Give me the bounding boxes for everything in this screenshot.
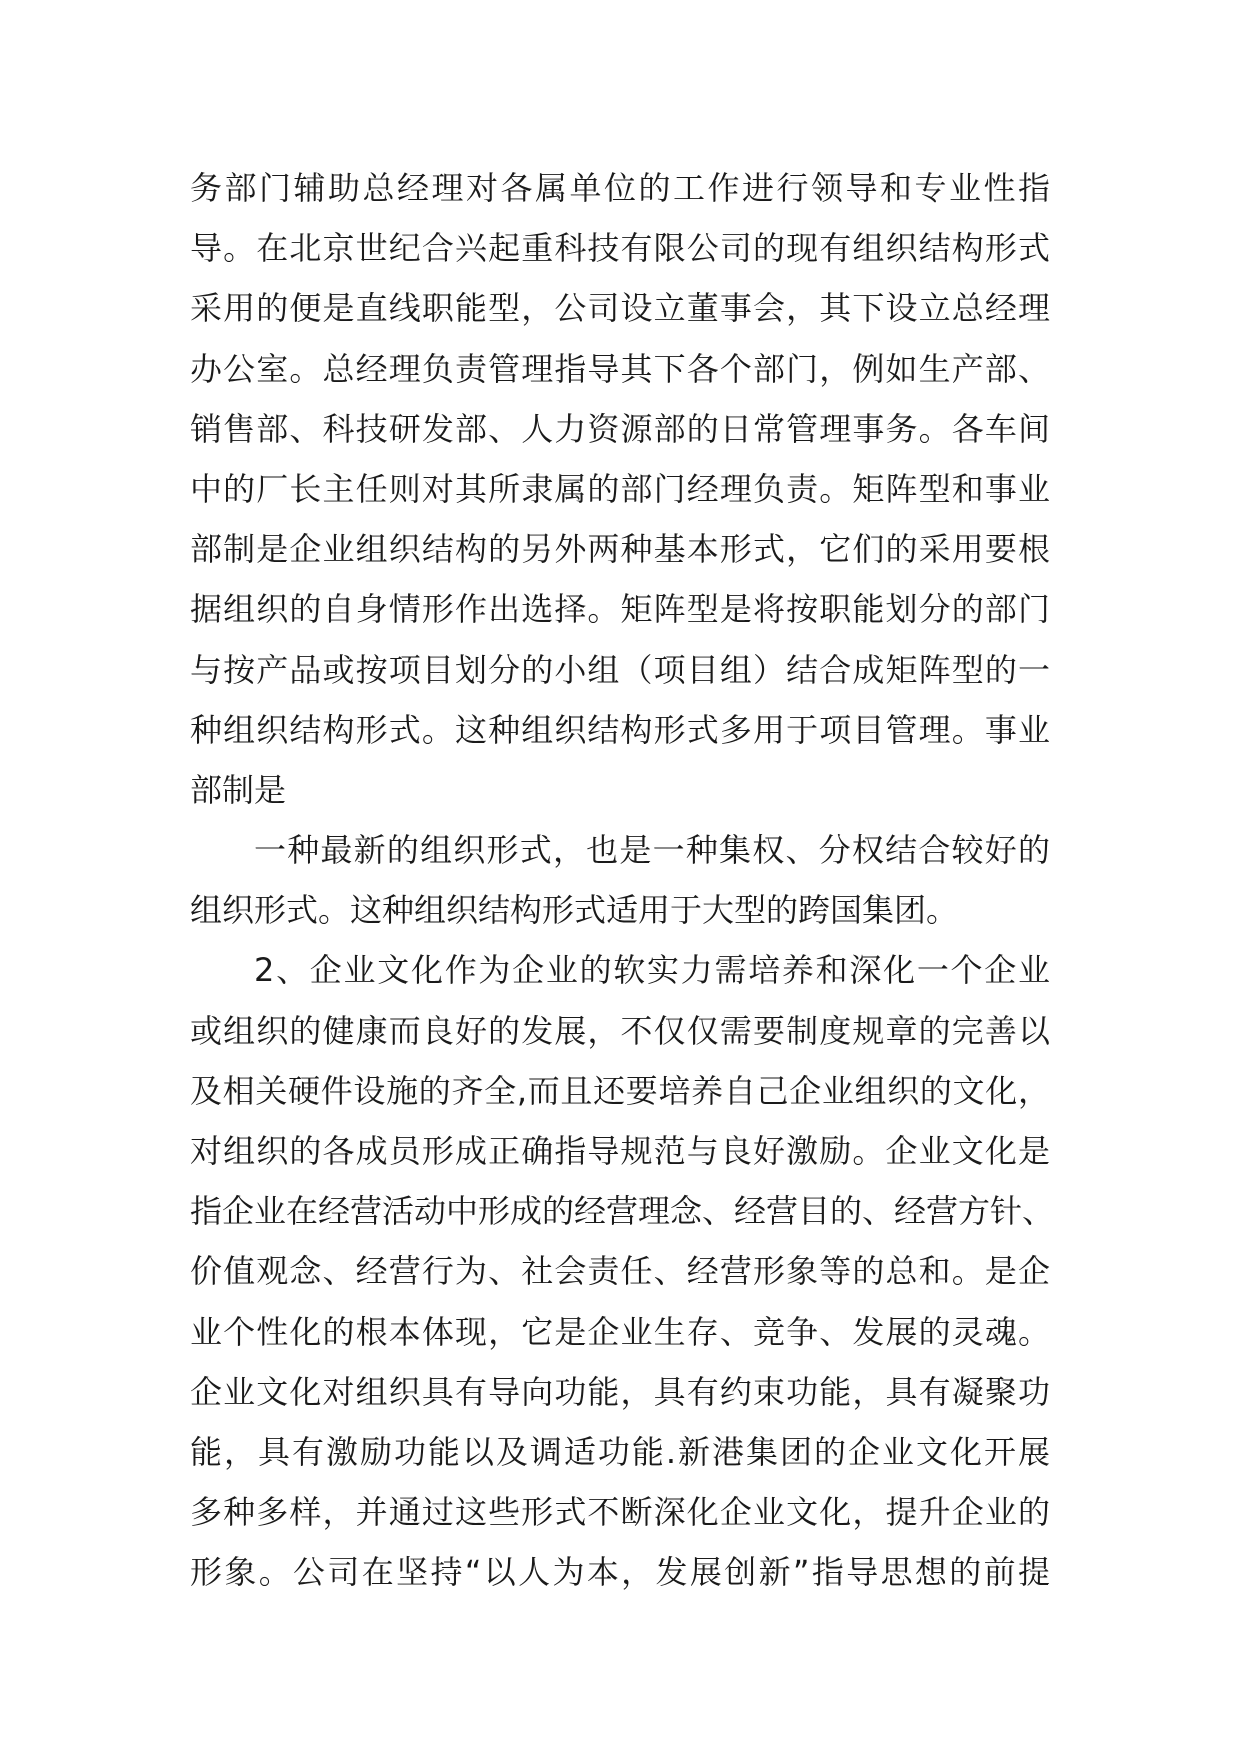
text-line: 与按产品或按项目划分的小组（项目组）结合成矩阵型的一 — [190, 650, 1050, 689]
text-line: 导。在北京世纪合兴起重科技有限公司的现有组织结构形式 — [190, 229, 1050, 268]
paragraph-first-line: 2、企业文化作为企业的软实力需培养和深化一个企业 — [254, 951, 1050, 990]
body-text — [190, 158, 1055, 1603]
text-line: 办公室。总经理负责管理指导其下各个部门，例如生产部、 — [190, 349, 1050, 388]
text-line: 业个性化的根本体现，它是企业生存、竞争、发展的灵魂。 — [190, 1312, 1050, 1351]
text-line: 形象。公司在坚持“以人为本，发展创新”指导思想的前提 — [190, 1553, 1050, 1592]
text-line: 部制是 — [190, 770, 287, 809]
text-line: 组织形式。这种组织结构形式适用于大型的跨国集团。 — [190, 891, 959, 930]
text-line: 多种多样，并通过这些形式不断深化企业文化，提升企业的 — [190, 1493, 1050, 1532]
text-line: 对组织的各成员形成正确指导规范与良好激励。企业文化是 — [190, 1132, 1050, 1170]
text-line: 中的厂长主任则对其所隶属的部门经理负责。矩阵型和事业 — [190, 469, 1050, 508]
text-line: 务部门辅助总经理对各属单位的工作进行领导和专业性指 — [190, 169, 1050, 207]
text-line: 企业文化对组织具有导向功能，具有约束功能，具有凝聚功 — [190, 1372, 1050, 1411]
paragraph-first-line: 一种最新的组织形式，也是一种集权、分权结合较好的 — [254, 831, 1050, 870]
text-line: 采用的便是直线职能型，公司设立董事会，其下设立总经理 — [190, 289, 1050, 328]
text-line: 部制是企业组织结构的另外两种基本形式，它们的采用要根 — [190, 530, 1050, 569]
text-line: 种组织结构形式。这种组织结构形式多用于项目管理。事业 — [190, 710, 1050, 749]
text-line: 能，具有激励功能以及调适功能.新港集团的企业文化开展 — [190, 1432, 1050, 1471]
text-line: 据组织的自身情形作出选择。矩阵型是将按职能划分的部门 — [190, 590, 1050, 629]
text-line: 价值观念、经营行为、社会责任、经营形象等的总和。是企 — [190, 1252, 1050, 1291]
text-line: 或组织的健康而良好的发展，不仅仅需要制度规章的完善以 — [190, 1011, 1050, 1050]
text-line: 指企业在经营活动中形成的经营理念、经营目的、经营方针、 — [190, 1192, 1055, 1231]
text-line: 销售部、科技研发部、人力资源部的日常管理事务。各车间 — [190, 409, 1050, 448]
text-line: 及相关硬件设施的齐全,而且还要培养自己企业组织的文化， — [190, 1071, 1050, 1110]
